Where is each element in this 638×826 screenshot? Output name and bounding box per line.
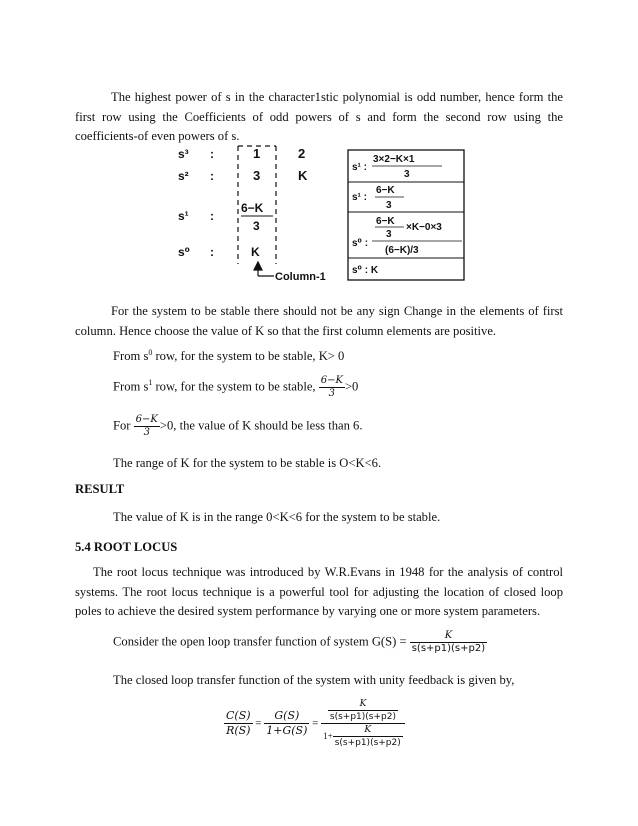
routh-row-s1: s¹ — [178, 209, 189, 223]
open-loop-tf-line: Consider the open loop transfer function of system G(S) = $\frac{K}{s(s+p1)(s+p2)}$ — [113, 630, 486, 654]
col1-value-3-den: 3 — [253, 219, 260, 233]
svg-text:3: 3 — [386, 229, 392, 240]
svg-text:6−K: 6−K — [376, 216, 395, 227]
routh-colon-2: : — [210, 169, 214, 183]
svg-text:(6−K)/3: (6−K)/3 — [385, 245, 419, 256]
rhs-fraction: $\frac{K}{s(s+p1)(s+p2)}$ 1+ $\frac{K}{s(s+p1)(s+p2)}$ — [321, 698, 405, 749]
routh-colon-4: : — [210, 245, 214, 259]
result-heading: RESULT — [75, 482, 125, 496]
svg-text:s⁰ : K: s⁰ : K — [352, 265, 379, 276]
svg-text:6−K: 6−K — [376, 185, 395, 196]
condition-line-s0: From $s^0$ row, for the system to be stable, K> 0 — [113, 348, 345, 364]
routh-row-s0: s⁰ — [178, 245, 190, 259]
col1-value-6-k: 6−K — [241, 201, 264, 215]
closed-loop-text: The closed loop transfer function of the system with unity feedback is given by, — [113, 673, 515, 687]
svg-text:3×2−K×1: 3×2−K×1 — [373, 154, 415, 165]
middle-fraction: $\frac{G(S)}{1+G(S)}$ — [266, 709, 308, 737]
col1-value-1: 1 — [253, 146, 261, 161]
fraction-6-k-over-3: $\frac{6-K}{3}$ — [135, 414, 158, 438]
routh-row-s2: s² — [178, 169, 189, 183]
section-heading: 5.4 ROOT LOCUS — [75, 540, 178, 554]
col2-value-2: 2 — [298, 146, 306, 161]
svg-text:×K−0×3: ×K−0×3 — [406, 222, 442, 233]
open-loop-tf-fraction: $\frac{K}{s(s+p1)(s+p2)}$ — [411, 630, 486, 654]
condition-line-k-less-6: For $\frac{6-K}{3}$ >0, the value of K should be less than 6. — [113, 414, 363, 438]
paragraph-stability: For the system to be stable there should not be any sign Change in the elements of first column. Hence choose the value of K so that the first column elements are positive. — [75, 304, 563, 338]
svg-text:s¹ :: s¹ : — [352, 192, 367, 203]
paragraph-intro: The highest power of s in the character1stic polynomial is odd number, hence form the first row using the Coefficients of odd powers of s and form the second row using the coefficients-of even powers of s. — [75, 90, 563, 143]
result-text: The value of K is in the range 0<K<6 for the system to be stable. — [113, 510, 441, 524]
condition-line-s1: From $s^1$ row, for the system to be stable, $\frac{6-K}{3}$ >0 — [113, 375, 359, 399]
svg-text:3: 3 — [404, 169, 410, 180]
fraction-6-k-over-3: $\frac{6-K}{3}$ — [320, 375, 343, 399]
svg-text:s⁰ :: s⁰ : — [352, 238, 369, 249]
routh-colon-1: : — [210, 147, 214, 161]
col2-value-k: K — [298, 168, 308, 183]
routh-array-figure — [170, 140, 470, 288]
closed-loop-equation: $\frac{C(S)}{R(S)}$ = $\frac{G(S)}{1+G(S)}$ = $\frac{K}{s(s+p1)(s+p2)}$ 1+ $\frac{K}{s(s+p1)(s+p2)}$ — [224, 698, 405, 749]
column-1-label: Column-1 — [275, 271, 326, 283]
column-1-arrow — [254, 262, 274, 276]
lhs-fraction: $\frac{C(S)}{R(S)}$ — [226, 709, 251, 737]
svg-text:s¹ :: s¹ : — [352, 162, 367, 173]
paragraph-root-locus: The root locus technique was introduced by W.R.Evans in 1948 for the analysis of control systems. The root locus technique is a powerful tool for adjusting the location of closed loop poles to achieve the desired system performance by varying one or more system parameters. — [75, 565, 563, 618]
routh-row-s3: s³ — [178, 147, 189, 161]
col1-value-3: 3 — [253, 168, 261, 183]
svg-text:3: 3 — [386, 200, 392, 211]
routh-colon-3: : — [210, 209, 214, 223]
range-line: The range of K for the system to be stable is O<K<6. — [113, 456, 382, 470]
col1-value-k: K — [251, 245, 260, 259]
